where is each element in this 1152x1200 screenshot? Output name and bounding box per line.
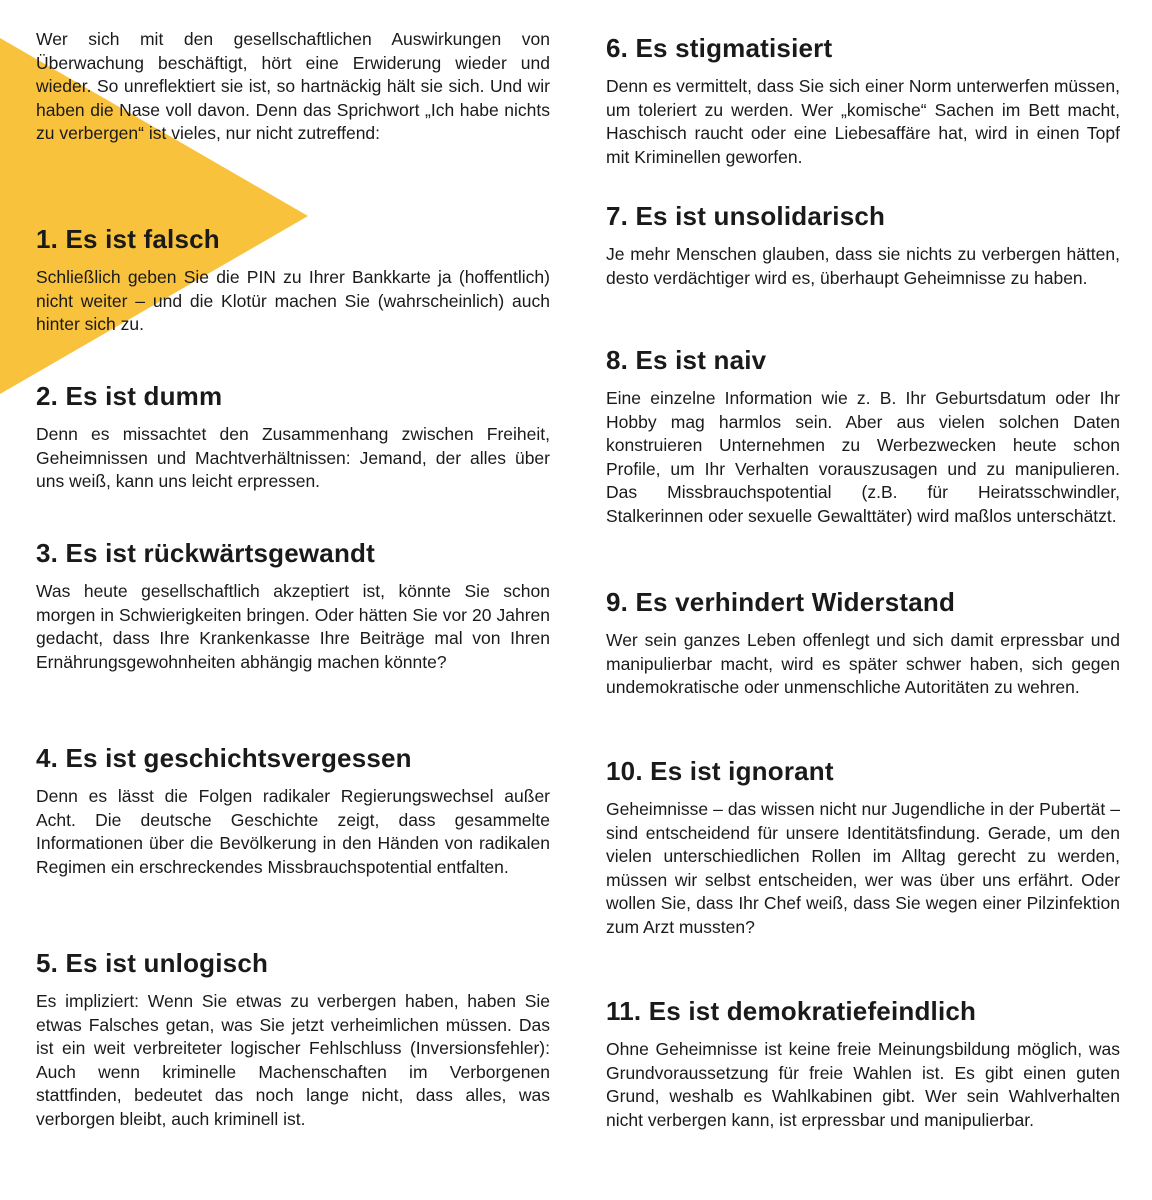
- section-heading: 8. Es ist naiv: [606, 345, 767, 375]
- section-9: [606, 587, 1120, 700]
- section-text: Denn es missachtet den Zusammenhang zwischen Freiheit, Geheimnissen und Machtverhältnissen: Jemand, der alles über uns weiß, kann uns leicht erpressen.: [36, 424, 550, 491]
- section-text: Wer sein ganzes Leben offenlegt und sich damit erpressbar und manipulierbar macht, wird es später schwer haben, sich gegen undemokratische oder unmenschliche Autoritäten zu wehren.: [606, 630, 1120, 697]
- section-text: Geheimnisse – das wissen nicht nur Jugendliche in der Pubertät – sind entscheidend für unsere Identitätsfindung. Gerade, um den vielen unterschiedlichen Rollen im Alltag gerecht zu werden, müssen wir selbst entscheiden, wer was über uns erfährt. Oder wollen Sie, dass Ihr Chef weiß, dass Sie wegen einer Pilzinfektion zum Arzt mussten?: [606, 799, 1120, 937]
- section-heading: 3. Es ist rückwärtsgewandt: [36, 538, 375, 568]
- section-text: Eine einzelne Information wie z. B. Ihr Geburtsdatum oder Ihr Hobby mag harmlos sein. Aber aus vielen solchen Daten konstruieren Unternehmen zu Werbezwecken heute schon Profile, um Ihr Verhalten vorauszusagen und zu manipulieren. Das Missbrauchspotential (z.B. für Heiratsschwindler, Stalkerinnen oder sexuelle Gewalttäter) wird maßlos unterschätzt.: [606, 388, 1120, 526]
- section-text: Je mehr Menschen glauben, dass sie nichts zu verbergen hätten, desto verdächtiger wird es, überhaupt Geheimnisse zu haben.: [606, 244, 1120, 288]
- section-4: [36, 743, 550, 879]
- section-8: [606, 345, 1120, 528]
- section-7: [606, 201, 1120, 290]
- section-text: Denn es vermittelt, dass Sie sich einer Norm unterwerfen müssen, um toleriert zu werden. Wer „komische“ Sachen im Bett macht, Haschisch raucht oder eine Liebesaffäre hat, wird in einen Topf mit Kriminellen geworfen.: [606, 76, 1120, 167]
- section-text: Denn es lässt die Folgen radikaler Regierungswechsel außer Acht. Die deutsche Geschichte zeigt, dass gesammelte Informationen über die Bevölkerung in den Händen von radikalen Regimen ein erschreckendes Missbrauchspotential entfalten.: [36, 786, 550, 877]
- section-heading: 9. Es verhindert Widerstand: [606, 587, 956, 617]
- section-heading: 5. Es ist unlogisch: [36, 948, 269, 978]
- intro-paragraph: Wer sich mit den gesellschaftlichen Auswirkungen von Überwachung beschäftigt, hört eine Erwiderung wieder und wieder. So unreflektiert sie ist, so hartnäckig hält sie sich. Und wir haben die Nase voll davon. Denn das Sprichwort „Ich habe nichts zu verbergen“ ist vieles, nur nicht zutreffend:: [36, 29, 550, 143]
- section-heading: 7. Es ist unsolidarisch: [606, 201, 886, 231]
- section-text: Ohne Geheimnisse ist keine freie Meinungsbildung möglich, was Grundvoraussetzung für freie Wahlen ist. Es gibt einen guten Grund, weshalb es Wahlkabinen gibt. Wer sein Wahlverhalten nicht verbergen kann, ist erpressbar und manipulierbar.: [606, 1039, 1120, 1130]
- section-heading: 11. Es ist demokratiefeindlich: [606, 996, 977, 1026]
- section-5: [36, 948, 550, 1131]
- section-heading: 10. Es ist ignorant: [606, 756, 834, 786]
- section-text: Es impliziert: Wenn Sie etwas zu verbergen haben, haben Sie etwas Falsches getan, was Sie jetzt verheimlichen müssen. Das ist ein weit verbreiteter logischer Fehlschluss (Inversionsfehler): Auch wenn kriminelle Machenschaften im Verborgenen stattfinden, bedeutet das noch lange nicht, dass alles, was verborgen bleibt, auch kriminell ist.: [36, 991, 550, 1129]
- section-heading: 4. Es ist geschichtsvergessen: [36, 743, 412, 773]
- section-1: [36, 224, 550, 337]
- section-11: [606, 996, 1120, 1132]
- section-heading: 1. Es ist falsch: [36, 224, 220, 254]
- section-heading: 6. Es stigmatisiert: [606, 33, 833, 63]
- section-6: [606, 33, 1120, 169]
- section-3: [36, 538, 550, 674]
- section-2: [36, 381, 550, 494]
- section-heading: 2. Es ist dumm: [36, 381, 223, 411]
- section-text: Schließlich geben Sie die PIN zu Ihrer Bankkarte ja (hoffentlich) nicht weiter – und die Klotür machen Sie (wahrscheinlich) auch hinter sich zu.: [36, 267, 550, 334]
- section-text: Was heute gesellschaftlich akzeptiert ist, könnte Sie schon morgen in Schwierigkeiten bringen. Oder hätten Sie vor 20 Jahren gedacht, dass Ihre Krankenkasse Ihre Beiträge mal von Ihren Ernährungsgewohnheiten abhängig machen könnte?: [36, 581, 550, 672]
- section-10: [606, 756, 1120, 939]
